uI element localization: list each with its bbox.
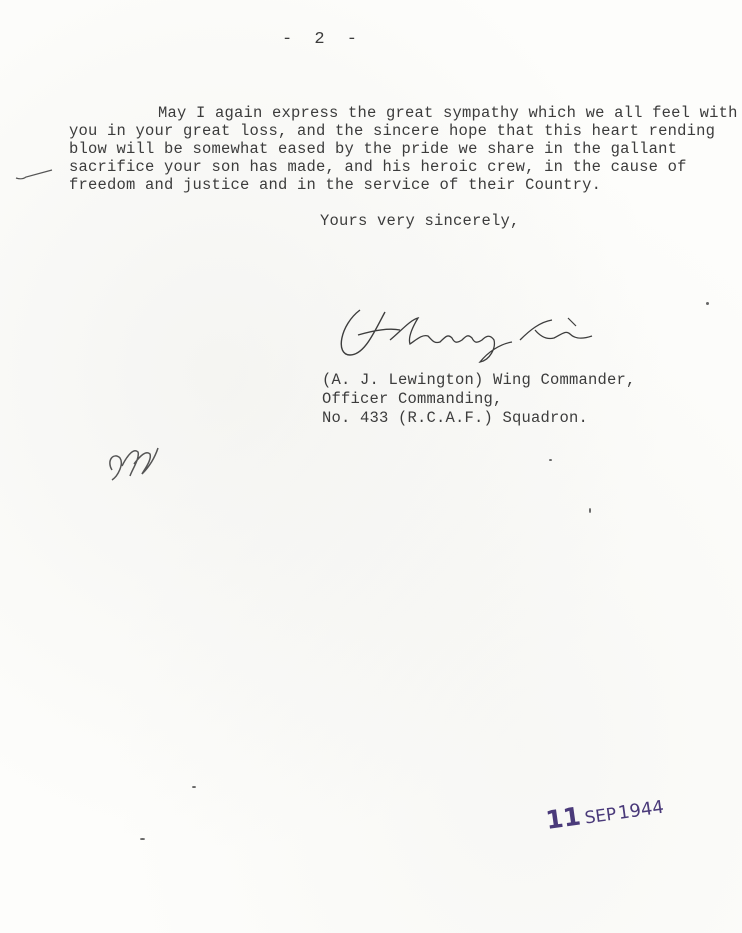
paper-speck (589, 508, 591, 513)
body-line: May I again express the great sympathy which we all feel with (158, 104, 738, 122)
date-stamp (544, 790, 665, 835)
signature-name-rank: (A. J. Lewington) Wing Commander, (322, 371, 636, 389)
paper-speck (706, 302, 709, 305)
handwritten-initials (100, 430, 170, 490)
stamp-month: SEP (583, 804, 618, 829)
page-number: - 2 - (282, 30, 364, 49)
handwritten-signature (330, 300, 610, 370)
signature-unit: No. 433 (R.C.A.F.) Squadron. (322, 409, 589, 427)
body-line: sacrifice your son has made, and his heroic crew, in the cause of (69, 158, 687, 176)
paper-speck (192, 786, 196, 788)
stamp-year: 1944 (616, 796, 666, 824)
signature-title: Officer Commanding, (322, 390, 503, 408)
paper-speck (140, 838, 145, 840)
body-line: freedom and justice and in the service of their Country. (69, 176, 602, 194)
paper-speck (549, 459, 552, 461)
stamp-day: 11 (543, 801, 583, 835)
check-mark-icon (14, 168, 54, 182)
letter-closing: Yours very sincerely, (320, 212, 520, 230)
body-line: you in your great loss, and the sincere hope that this heart rending (69, 122, 716, 140)
body-line: blow will be somewhat eased by the pride we share in the gallant (69, 140, 678, 158)
